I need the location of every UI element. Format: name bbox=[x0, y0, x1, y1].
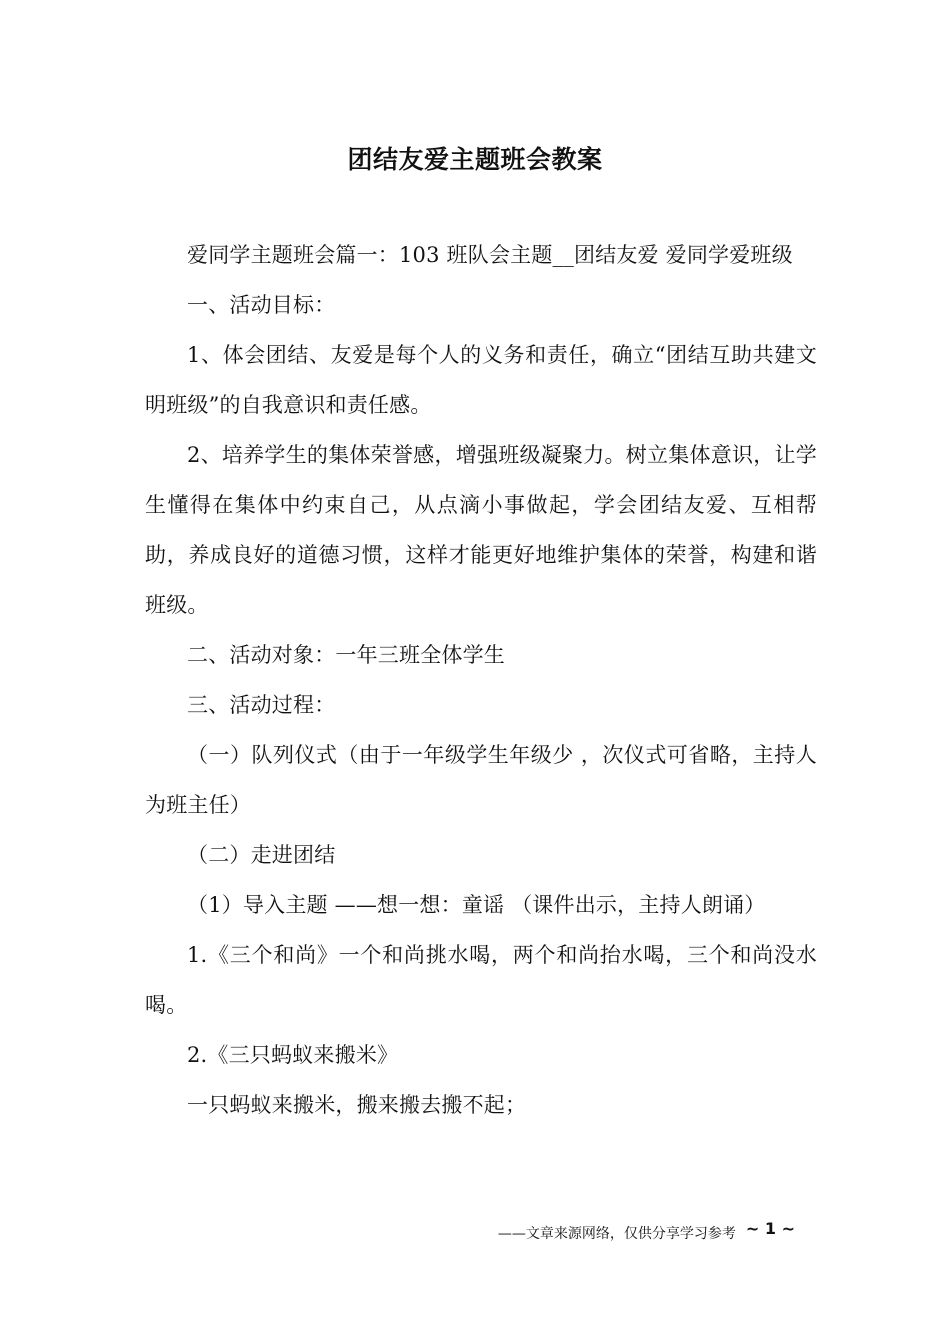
document-body bbox=[145, 230, 817, 1130]
page-footer bbox=[0, 1218, 795, 1249]
page-number: ~ 1 ~ bbox=[745, 1219, 795, 1238]
footer-source-note: ——文章来源网络，仅供分享学习参考 bbox=[497, 1226, 736, 1242]
paragraph: （1）导入主题 ——想一想：童谣 （课件出示，主持人朗诵） bbox=[187, 893, 766, 917]
section-heading: 三、活动过程： bbox=[187, 693, 336, 717]
section-heading: 二、活动对象：一年三班全体学生 bbox=[187, 643, 505, 667]
paragraph: 2、培养学生的集体荣誉感，增强班级凝聚力。树立集体意识，让学生懂得在集体中约束自己，从点滴小事做起，学会团结友爱、互相帮助，养成良好的道德习惯，这样才能更好地维护集体的荣誉，构建和谐班级。 bbox=[145, 443, 817, 617]
paragraph: 爱同学主题班会篇一：103 班队会主题__团结友爱 爱同学爱班级 bbox=[187, 243, 793, 267]
subsection-heading: （二）走进团结 bbox=[187, 843, 336, 867]
paragraph: 1.《三个和尚》一个和尚挑水喝，两个和尚抬水喝，三个和尚没水喝。 bbox=[145, 943, 817, 1017]
paragraph: （一）队列仪式（由于一年级学生年级少 ，次仪式可省略，主持人为班主任） bbox=[145, 743, 817, 817]
section-heading: 一、活动目标： bbox=[187, 293, 336, 317]
paragraph: 1、体会团结、友爱是每个人的义务和责任，确立“团结互助共建文明班级”的自我意识和责任感。 bbox=[145, 343, 817, 417]
paragraph: 2.《三只蚂蚁来搬米》 bbox=[187, 1043, 399, 1067]
document-title: 团结友爱主题班会教案 bbox=[347, 145, 603, 174]
paragraph: 一只蚂蚁来搬米，搬来搬去搬不起； bbox=[187, 1093, 527, 1117]
